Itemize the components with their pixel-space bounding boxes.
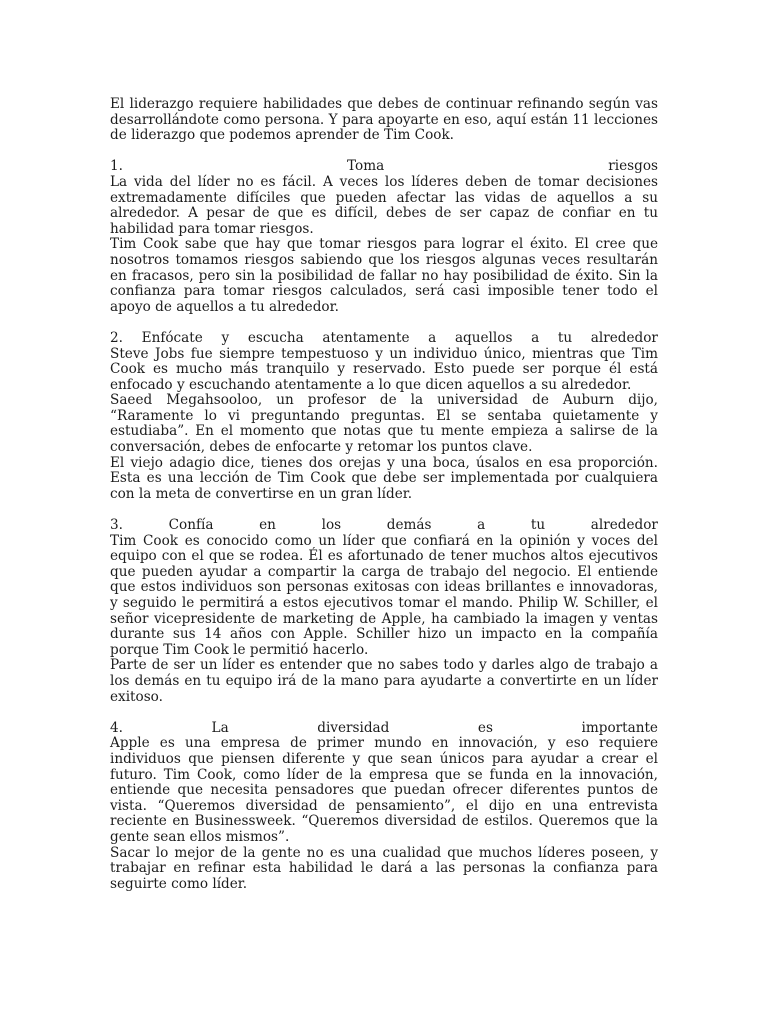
heading-word: demás	[386, 517, 432, 534]
document-page	[110, 97, 658, 908]
section-1-paragraph-1: La vida del líder no es fácil. A veces los líderes deben de tomar decisiones extremadamente difíciles que pueden afectar las vidas de aquellos a su alrededor. A pesar de que es difícil, debes de ser capaz de confiar en tu habilidad para tomar riesgos.	[110, 173, 658, 237]
section-1-paragraph-2: Tim Cook sabe que hay que tomar riesgos para lograr el éxito. El cree que nosotros tomamos riesgos sabiendo que los riesgos algunas veces resultarán en fracasos, pero sin la posibilidad de fallar no hay posibilidad de éxito. Sin la confianza para tomar riesgos calculados, será casi imposible tener todo el apoyo de aquellos a tu alrededor.	[110, 236, 658, 315]
heading-word: a	[428, 329, 437, 346]
heading-word: 2.	[110, 329, 123, 346]
section-2-paragraph-3: El viejo adagio dice, tienes dos orejas y una boca, úsalos en esa proporción. Esta es una lección de Tim Cook que debe ser implementada por cualquiera con la meta de convertirse en un gran líder.	[110, 454, 658, 502]
heading-word: a	[477, 517, 486, 534]
heading-word: escucha	[247, 329, 304, 346]
heading-word: Confía	[168, 517, 214, 534]
heading-word: los	[321, 517, 342, 534]
heading-word: 1.	[110, 158, 123, 175]
section-2-paragraph-1: Steve Jobs fue siempre tempestuoso y un individuo único, mientras que Tim Cook es mucho más tranquilo y reservado. Esto puede ser porque él está enfocado y escuchando atentamente a lo que dicen aquellos a su alrededor.	[110, 345, 658, 393]
heading-word: importante	[581, 719, 658, 736]
intro-paragraph: El liderazgo requiere habilidades que debes de continuar refinando según vas desarrollándote como persona. Y para apoyarte en eso, aquí están 11 lecciones de liderazgo que podemos aprender de Tim Cook.	[110, 96, 658, 144]
section-4	[110, 721, 658, 893]
heading-word: riesgos	[608, 158, 658, 175]
heading-word: tu	[530, 517, 546, 534]
section-4-paragraph-2: Sacar lo mejor de la gente no es una cualidad que muchos líderes poseen, y trabajar en refinar esta habilidad le dará a las personas la confianza para seguirte como líder.	[110, 844, 658, 892]
section-1	[110, 159, 658, 315]
heading-word: 4.	[110, 719, 123, 736]
section-4-paragraph-1: Apple es una empresa de primer mundo en innovación, y eso requiere individuos que piensen diferente y que sean únicos para ayudar a crear el futuro. Tim Cook, como líder de la empresa que se funda en la innovación, entiende que necesita pensadores que puedan ofrecer diferentes puntos de vista. “Queremos diversidad de pensamiento”, el dijo en una entrevista reciente en Businessweek. “Queremos diversidad de estilos. Queremos que la gente sean ellos mismos”.	[110, 735, 658, 845]
heading-word: es	[477, 719, 493, 736]
heading-word: diversidad	[317, 719, 390, 736]
heading-word: en	[259, 517, 276, 534]
section-2-heading	[110, 331, 658, 347]
heading-word: aquellos	[454, 329, 513, 346]
heading-word: alrededor	[590, 517, 658, 534]
heading-word: La	[211, 719, 229, 736]
section-4-heading	[110, 721, 658, 737]
section-3	[110, 518, 658, 705]
section-2	[110, 331, 658, 503]
heading-word: tu	[557, 329, 573, 346]
section-3-paragraph-1: Tim Cook es conocido como un líder que confiará en la opinión y voces del equipo con el que se rodea. Él es afortunado de tener muchos altos ejecutivos que pueden ayudar a compartir la carga de trabajo del negocio. El entiende que estos individuos son personas exitosas con ideas brillantes e innovadoras, y seguido le permitirá a estos ejecutivos tomar el mando. Philip W. Schiller, el señor vicepresidente de marketing de Apple, ha cambiado la imagen y ventas durante sus 14 años con Apple. Schiller hizo un impacto en la compañía porque Tim Cook le permitió hacerlo.	[110, 532, 658, 658]
heading-word: Toma	[347, 158, 385, 175]
heading-word: 3.	[110, 517, 123, 534]
heading-word: y	[221, 329, 230, 346]
heading-word: a	[531, 329, 540, 346]
section-1-heading	[110, 159, 658, 175]
heading-word: alrededor	[590, 329, 658, 346]
heading-word: Enfócate	[141, 329, 203, 346]
section-3-heading	[110, 518, 658, 534]
heading-word: atentamente	[322, 329, 410, 346]
section-3-paragraph-2: Parte de ser un líder es entender que no sabes todo y darles algo de trabajo a los demás en tu equipo irá de la mano para ayudarte a convertirte en un líder exitoso.	[110, 657, 658, 705]
section-2-paragraph-2: Saeed Megahsooloo, un profesor de la universidad de Auburn dijo, “Raramente lo vi preguntando preguntas. El se sentaba quietamente y estudiaba”. En el momento que notas que tu mente empieza a salirse de la conversación, debes de enfocarte y retomar los puntos clave.	[110, 392, 658, 456]
